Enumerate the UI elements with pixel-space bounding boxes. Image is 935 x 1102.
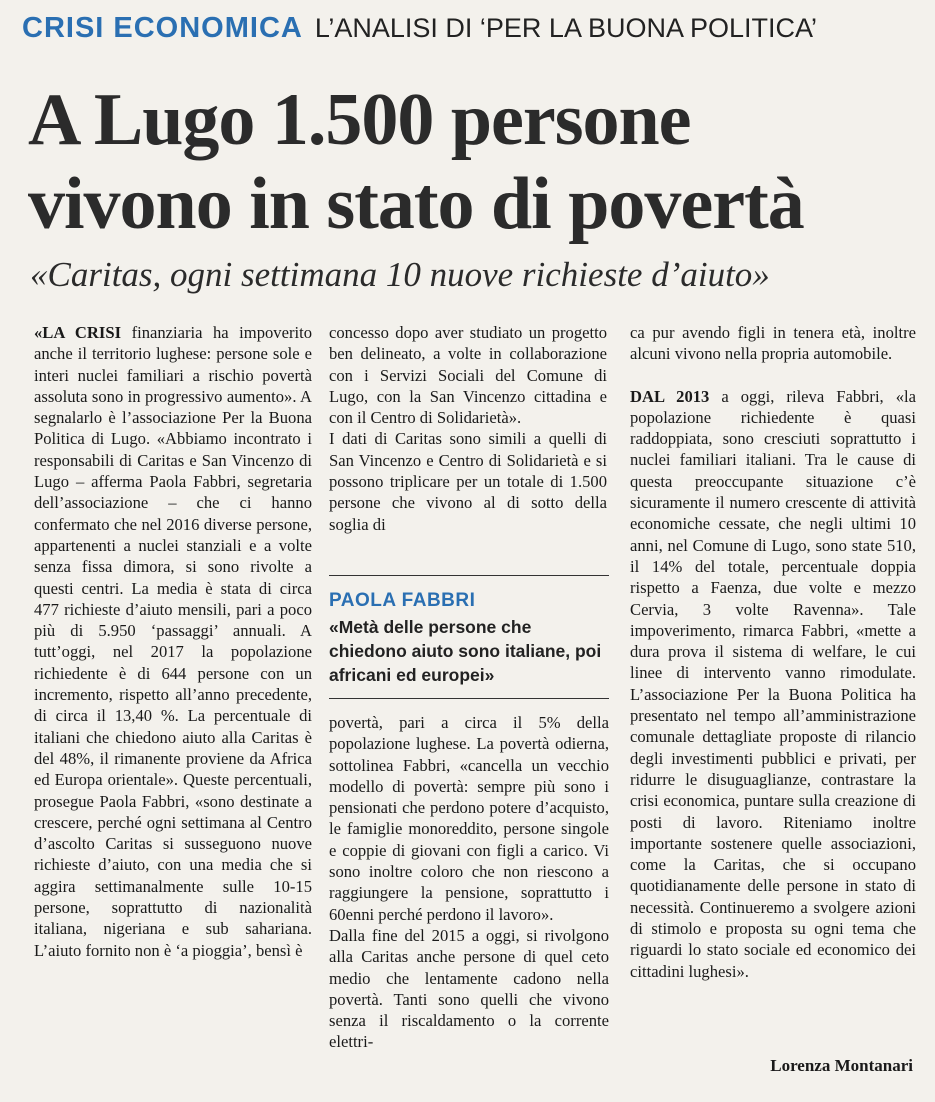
column-1-text: finanziaria ha impoverito anche il territorio lughese: persone sole e interi nuclei familiari a rischio povertà assoluta sono in progressivo aumento». A segnalarlo è l’associazione Per la Buona Politica di Lugo. «Abbiamo incontrato i responsabili di Caritas e San Vincenzo di Lugo – afferma Paola Fabbri, segretaria dell’associazione – che ci hanno confermato che nel 2016 diverse persone, appartenenti a nuclei stanziali e a volte senza fissa dimora, si sono rivolte a questi centri. La media è stata di circa 477 richieste d’aiuto mensili, pari a poco più di 5.950 ‘passaggi’ annuali. A tutt’oggi, nel 2017 la popolazione richiedente è di 644 persone con un incremento, rispetto all’anno precedente, di circa il 13,40 %. La percentuale di italiani che chiedono aiuto alla Caritas è del 48%, il rimanente proviene da Africa ed Europa orientale». Queste percentuali, prosegue Paola Fabbri, «sono destinate a crescere, perché ogni settimana al Centro d’ascolto Caritas si susseguono nuove richieste d’aiuto, con una media che si aggira settimanalmente sulle 10-15 persone, soprattutto di nazionalità italiana, nigeriana e sub sahariana. L’aiuto fornito non è ‘a pioggia’, bensì è bbox=[34, 323, 312, 960]
article-column-2-top bbox=[329, 322, 607, 535]
article-column-2-bottom bbox=[329, 712, 609, 1053]
column-2-paragraph-4: Dalla fine del 2015 a oggi, si rivolgono alla Caritas anche persone di quel ceto medio che lentamente cadono nella povertà. Tanti sono quelli che vivono senza il riscaldamento o la corrente elettri- bbox=[329, 925, 609, 1052]
headline-line-1: A Lugo 1.500 persone bbox=[28, 79, 691, 161]
column-2-paragraph-3: povertà, pari a circa il 5% della popolazione lughese. La povertà odierna, sottolinea Fabbri, «cancella un vecchio modello di povertà: sempre più sono i pensionati che perdono potere d’acquisto, le famiglie monoreddito, persone singole e coppie di giovani con figli a carico. Vi sono inoltre coloro che non riescono a raggiungere la pensione, soprattutto i 60enni perché perdono il lavoro». bbox=[329, 713, 609, 924]
section-label: CRISI ECONOMICA bbox=[22, 12, 303, 44]
pull-quote bbox=[329, 575, 609, 699]
column-3-paragraph-1: ca pur avendo figli in tenera età, inoltre alcuni vivono nella propria automobile. bbox=[630, 323, 916, 364]
topic-label: L’ANALISI DI ‘PER LA BUONA POLITICA’ bbox=[314, 13, 818, 43]
column-3-paragraph-2 bbox=[630, 386, 916, 982]
article-column-3 bbox=[630, 322, 916, 982]
lead-in: «LA CRISI bbox=[34, 323, 122, 342]
pull-quote-text: «Metà delle persone che chiedono aiuto sono italiane, poi africani ed europei» bbox=[329, 617, 602, 685]
paragraph-spacer bbox=[630, 365, 916, 386]
article-column-1 bbox=[34, 322, 312, 961]
column-2-paragraph-2: I dati di Caritas sono simili a quelli di San Vincenzo e Centro di Solidarietà e si possono triplicare per un totale di 1.500 persone che vivono al di sotto della soglia di bbox=[329, 429, 607, 534]
pull-quote-name: PAOLA FABBRI bbox=[329, 590, 476, 611]
column-3-text: a oggi, rileva Fabbri, «la popolazione richiedente è quasi raddoppiata, sono cresciuti soprattutto i nuclei familiari italiani. Tra le cause di questa preoccupante situazione c’è sicuramente il numero crescente di attività economiche cessate, che negli ultimi 10 anni, nel Comune di Lugo, sono state 510, il 14% del totale, percentuale doppia rispetto a Faenza, due volte e mezzo Cervia, 3 volte Ravenna». Tale impoverimento, rimarca Fabbri, «mette a dura prova il sistema di welfare, le cui linee di intervento vanno rimodulate. L’associazione Per la Buona Politica ha presentato nel tempo all’amministrazione comunale dettagliate proposte di rilancio degli investimenti pubblici e privati, per ridurre le disuguaglianze, contrastare la crisi economica, puntare sulla creazione di posti di lavoro. Riteniamo inoltre importante sostenere quelle associazioni, come la Caritas, che si occupano quotidianamente delle persone in stato di necessità. Continueremo a svolgere azioni di stimolo e proposta su ogni tema che riguardi lo stato sociale ed economico dei cittadini lughesi». bbox=[630, 386, 916, 981]
column-2-paragraph-1: concesso dopo aver studiato un progetto ben delineato, a volte in collaborazione con i Servizi Sociali del Comune di Lugo, con la San Vincenzo cittadina e con il Centro di Solidarietà». bbox=[329, 323, 607, 428]
author-signature: Lorenza Montanari bbox=[770, 1056, 913, 1075]
column-3-lead-in: DAL 2013 bbox=[630, 386, 710, 406]
kicker bbox=[22, 12, 922, 48]
headline bbox=[28, 78, 918, 246]
headline-line-2: vivono in stato di povertà bbox=[28, 163, 804, 245]
column-1-paragraph bbox=[34, 322, 312, 961]
subtitle: «Caritas, ogni settimana 10 nuove richieste d’aiuto» bbox=[30, 255, 770, 294]
